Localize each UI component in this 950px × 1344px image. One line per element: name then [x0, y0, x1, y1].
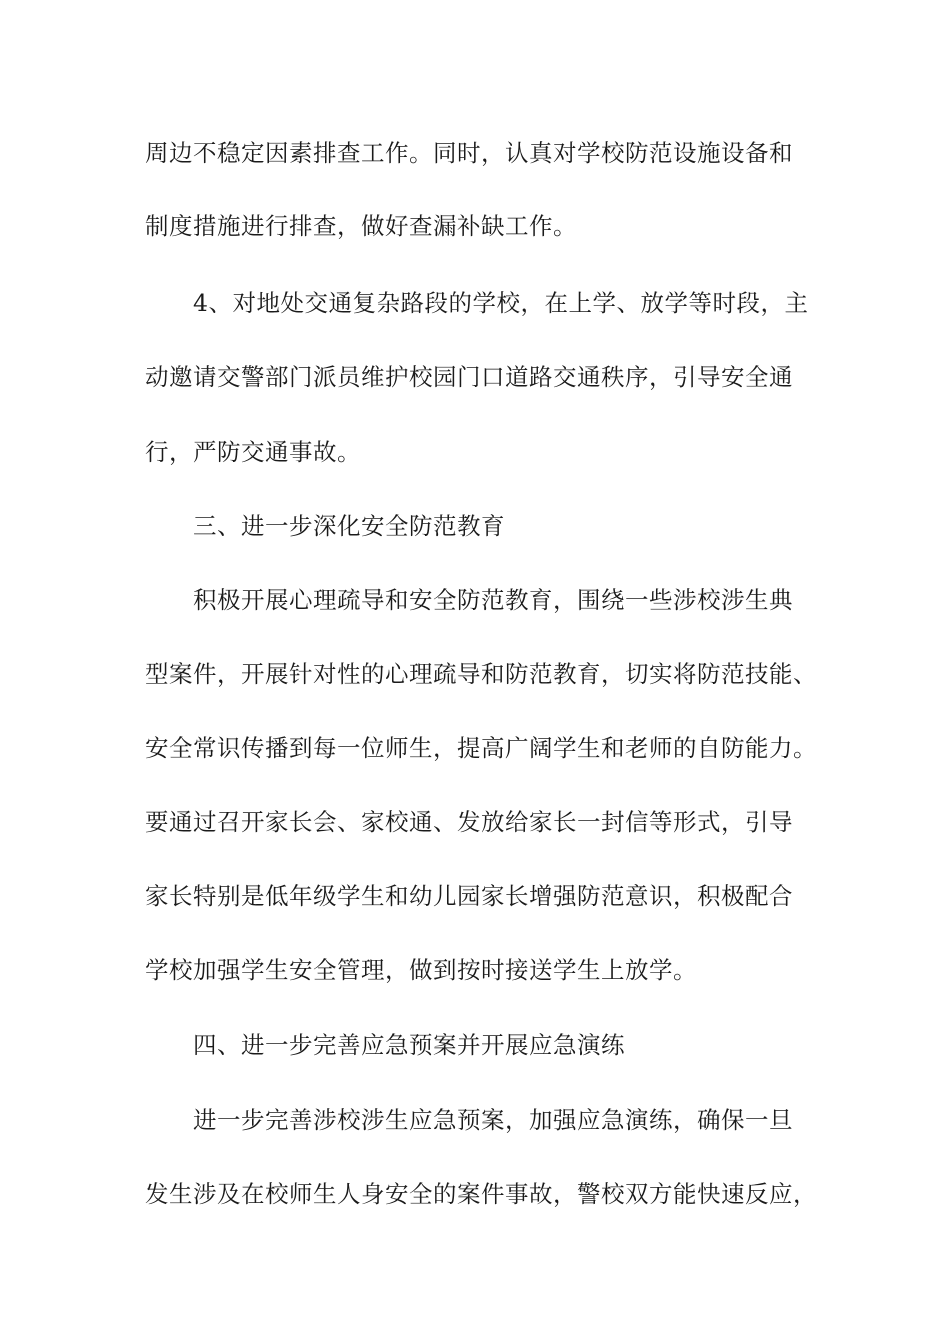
text-line: 家长特别是低年级学生和幼儿园家长增强防范意识，积极配合 [145, 882, 793, 910]
text-line: 型案件，开展针对性的心理疏导和防范教育，切实将防范技能、 [145, 660, 817, 688]
section-heading: 三、进一步深化安全防范教育 [193, 512, 505, 540]
text-line: 周边不稳定因素排查工作。同时，认真对学校防范设施设备和 [145, 139, 793, 167]
text-line: 进一步完善涉校涉生应急预案，加强应急演练，确保一旦 [193, 1106, 793, 1134]
text-line: 积极开展心理疏导和安全防范教育，围绕一些涉校涉生典 [193, 586, 793, 614]
text-line: 动邀请交警部门派员维护校园门口道路交通秩序，引导安全通 [145, 363, 793, 391]
text-line: 要通过召开家长会、家校通、发放给家长一封信等形式，引导 [145, 808, 793, 836]
text-line: 行，严防交通事故。 [145, 438, 361, 466]
text-line: 制度措施进行排查，做好查漏补缺工作。 [145, 212, 577, 240]
text-line: 安全常识传播到每一位师生，提高广阔学生和老师的自防能力。 [145, 734, 817, 762]
text-line: 发生涉及在校师生人身安全的案件事故，警校双方能快速反应， [145, 1180, 817, 1208]
section-heading: 四、进一步完善应急预案并开展应急演练 [193, 1031, 625, 1059]
text-line: 学校加强学生安全管理，做到按时接送学生上放学。 [145, 956, 697, 984]
text-line: 4、对地处交通复杂路段的学校，在上学、放学等时段，主 [193, 289, 809, 317]
